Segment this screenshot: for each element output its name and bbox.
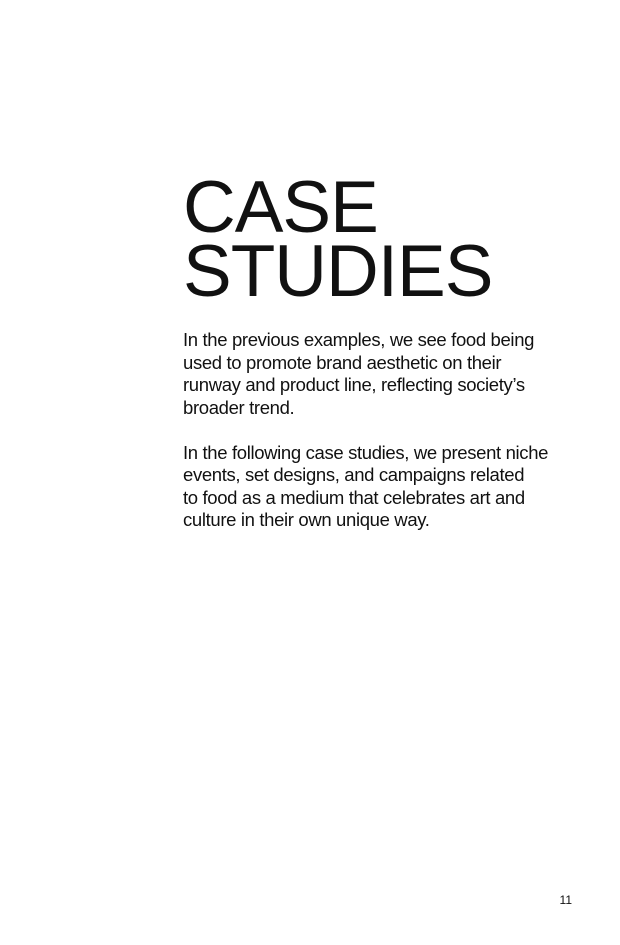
text-line: used to promote brand aesthetic on their bbox=[183, 351, 502, 373]
body-text bbox=[183, 329, 583, 532]
text-line: events, set designs, and campaigns related bbox=[183, 464, 525, 485]
page-number: 11 bbox=[559, 893, 572, 907]
paragraph-intro bbox=[183, 329, 583, 419]
text-line: broader trend. bbox=[183, 396, 295, 418]
title-line: STUDIES bbox=[183, 231, 493, 312]
paragraph-case-studies bbox=[183, 442, 583, 532]
title-line: CASE bbox=[183, 167, 378, 248]
text-line: to food as a medium that celebrates art and bbox=[183, 486, 525, 508]
text-line: runway and product line, reflecting society’s bbox=[183, 374, 525, 395]
text-line: In the following case studies, we present niche bbox=[183, 441, 549, 463]
page-title bbox=[183, 167, 493, 312]
text-line: culture in their own unique way. bbox=[183, 509, 430, 530]
text-line: In the previous examples, we see food being bbox=[183, 329, 535, 350]
